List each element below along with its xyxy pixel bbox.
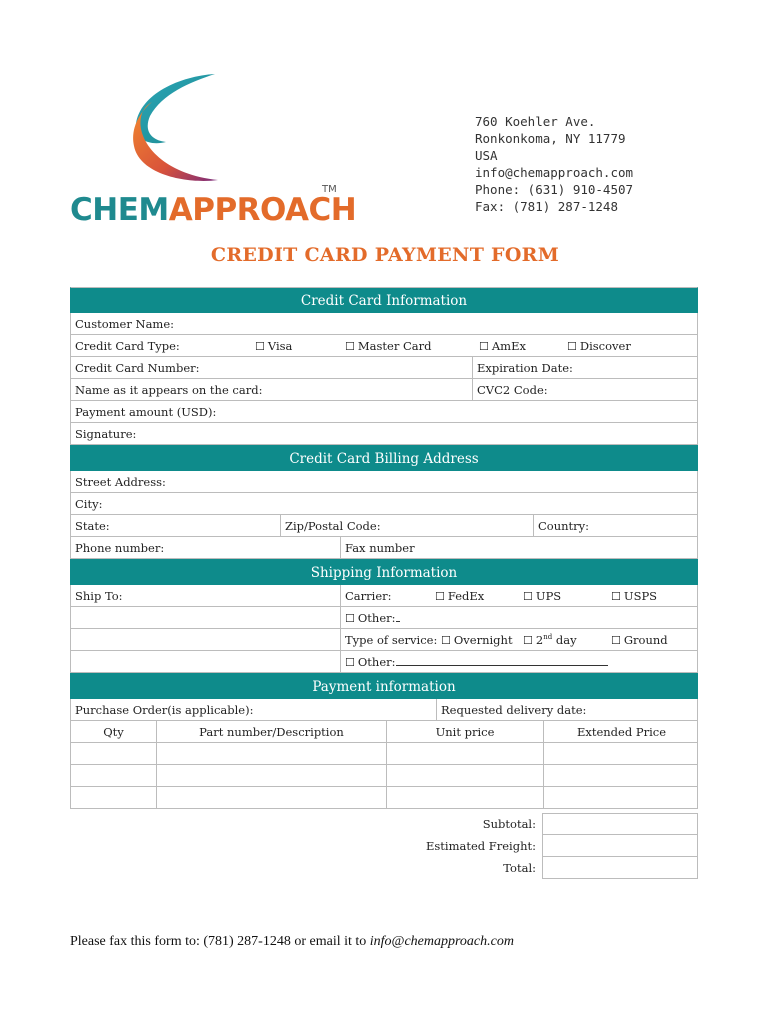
footer-instructions: Please fax this form to: (781) 287-1248 or email it to info@chemapproach.com	[70, 934, 514, 949]
freight-label: Estimated Freight:	[425, 839, 536, 853]
ship-to-field[interactable]: Ship To:	[75, 589, 123, 603]
phone-row	[70, 537, 698, 559]
checkbox-icon: ☐	[345, 340, 355, 353]
city-field[interactable]	[70, 493, 698, 515]
checkbox-icon: ☐	[345, 656, 355, 669]
ship-to-line-2[interactable]	[71, 607, 340, 628]
column-header-unit-price: Unit price	[386, 721, 543, 742]
totals-block	[70, 813, 698, 879]
section-header-shipping: Shipping Information	[70, 559, 698, 585]
checkbox-icon: ☐	[479, 340, 489, 353]
cvc-field[interactable]: CVC2 Code:	[472, 379, 548, 400]
name-on-card-row	[70, 379, 698, 401]
column-header-qty: Qty	[103, 725, 124, 739]
city-label: City:	[75, 497, 103, 511]
service-label: Type of service:	[345, 633, 438, 647]
checkbox-usps[interactable]: ☐ USPS	[611, 589, 658, 603]
expiration-field[interactable]: Expiration Date:	[472, 357, 573, 378]
service-other-row	[70, 651, 698, 673]
ship-to-line-4[interactable]	[71, 651, 340, 672]
address-fax: Fax: (781) 287-1248	[475, 199, 618, 214]
checkbox-ups[interactable]: ☐ UPS	[523, 589, 562, 603]
checkbox-fedex[interactable]: ☐ FedEx	[435, 589, 485, 603]
state-field[interactable]: State:	[75, 519, 110, 533]
unit-price-cell[interactable]	[386, 787, 543, 808]
checkbox-icon: ☐	[523, 590, 533, 603]
country-field[interactable]: Country:	[533, 515, 589, 536]
street-label: Street Address:	[75, 475, 166, 489]
checkbox-icon: ☐	[440, 634, 451, 647]
checkbox-icon: ☐	[567, 340, 577, 353]
address-line: Ronkonkoma, NY 11779	[475, 131, 626, 146]
card-type-label: Credit Card Type:	[75, 339, 180, 353]
state-row	[70, 515, 698, 537]
checkbox-carrier-other[interactable]: ☐ Other:	[340, 607, 400, 628]
address-line: 760 Koehler Ave.	[475, 114, 596, 129]
checkbox-ground[interactable]: ☐ Ground	[611, 633, 668, 647]
street-field[interactable]	[70, 471, 698, 493]
customer-name-field[interactable]	[70, 313, 698, 335]
ship-to-line-3[interactable]	[71, 629, 340, 650]
customer-name-label: Customer Name:	[75, 317, 175, 331]
address-phone: Phone: (631) 910-4507	[475, 182, 634, 197]
table-row	[70, 787, 698, 809]
delivery-date-field[interactable]: Requested delivery date:	[436, 699, 586, 720]
payment-form	[70, 287, 698, 809]
card-type-row	[70, 335, 698, 357]
card-number-row	[70, 357, 698, 379]
page-title: CREDIT CARD PAYMENT FORM	[210, 244, 560, 266]
part-cell[interactable]	[156, 743, 386, 764]
carrier-cell	[340, 585, 697, 606]
freight-row	[70, 835, 698, 857]
service-cell	[340, 629, 697, 650]
footer-email-link[interactable]: info@chemapproach.com	[369, 934, 514, 949]
checkbox-visa[interactable]: ☐ Visa	[255, 339, 293, 353]
service-row	[70, 629, 698, 651]
checkbox-amex[interactable]: ☐ AmEx	[479, 339, 526, 353]
extended-price-cell[interactable]	[543, 765, 699, 786]
qty-cell[interactable]	[71, 743, 156, 764]
unit-price-cell[interactable]	[386, 743, 543, 764]
payment-amount-field[interactable]	[70, 401, 698, 423]
checkbox-second-day[interactable]: ☐ 2nd day	[523, 633, 577, 647]
carrier-label: Carrier:	[345, 589, 392, 603]
total-label: Total:	[503, 861, 536, 875]
checkbox-discover[interactable]: ☐ Discover	[567, 339, 631, 353]
name-on-card-field[interactable]: Name as it appears on the card:	[75, 383, 263, 397]
po-field[interactable]: Purchase Order(is applicable):	[75, 703, 254, 717]
column-header-extended-price: Extended Price	[543, 721, 699, 742]
payment-amount-label: Payment amount (USD):	[75, 405, 217, 419]
subtotal-label: Subtotal:	[482, 817, 536, 831]
logo-swoosh-icon	[70, 72, 230, 192]
section-header-payment: Payment information	[70, 673, 698, 699]
section-header-billing: Credit Card Billing Address	[70, 445, 698, 471]
ship-to-row	[70, 585, 698, 607]
address-email: info@chemapproach.com	[475, 165, 634, 180]
po-row	[70, 699, 698, 721]
qty-cell[interactable]	[71, 765, 156, 786]
subtotal-field[interactable]	[542, 813, 698, 835]
unit-price-cell[interactable]	[386, 765, 543, 786]
subtotal-row	[70, 813, 698, 835]
other-underline	[396, 653, 608, 666]
logo-wordmark: CHEMAPPROACH	[70, 192, 357, 228]
extended-price-cell[interactable]	[543, 787, 699, 808]
logo-trademark: TM	[322, 184, 337, 195]
fax-field[interactable]: Fax number	[340, 537, 415, 558]
table-row	[70, 765, 698, 787]
card-number-field[interactable]: Credit Card Number:	[75, 361, 200, 375]
checkbox-icon: ☐	[255, 340, 265, 353]
checkbox-service-other[interactable]: ☐ Other:	[340, 651, 608, 672]
checkbox-icon: ☐	[345, 612, 355, 625]
zip-field[interactable]: Zip/Postal Code:	[280, 515, 533, 536]
total-field[interactable]	[542, 857, 698, 879]
section-header-card-info: Credit Card Information	[70, 287, 698, 313]
freight-field[interactable]	[542, 835, 698, 857]
company-address	[475, 113, 633, 215]
checkbox-icon: ☐	[435, 590, 445, 603]
checkbox-mastercard[interactable]: ☐ Master Card	[345, 339, 432, 353]
ship-row-2	[70, 607, 698, 629]
column-header-part: Part number/Description	[156, 721, 386, 742]
checkbox-overnight[interactable]: ☐ Overnight	[440, 633, 513, 647]
phone-field[interactable]: Phone number:	[75, 541, 165, 555]
other-underline	[396, 609, 400, 622]
part-cell[interactable]	[156, 787, 386, 808]
address-line: USA	[475, 148, 498, 163]
checkbox-icon: ☐	[523, 634, 533, 647]
items-header-row	[70, 721, 698, 743]
extended-price-cell[interactable]	[543, 743, 699, 764]
table-row	[70, 743, 698, 765]
qty-cell[interactable]	[71, 787, 156, 808]
checkbox-icon: ☐	[611, 590, 621, 603]
signature-field[interactable]	[70, 423, 698, 445]
checkbox-icon: ☐	[611, 634, 621, 647]
part-cell[interactable]	[156, 765, 386, 786]
total-row	[70, 857, 698, 879]
signature-label: Signature:	[75, 427, 137, 441]
